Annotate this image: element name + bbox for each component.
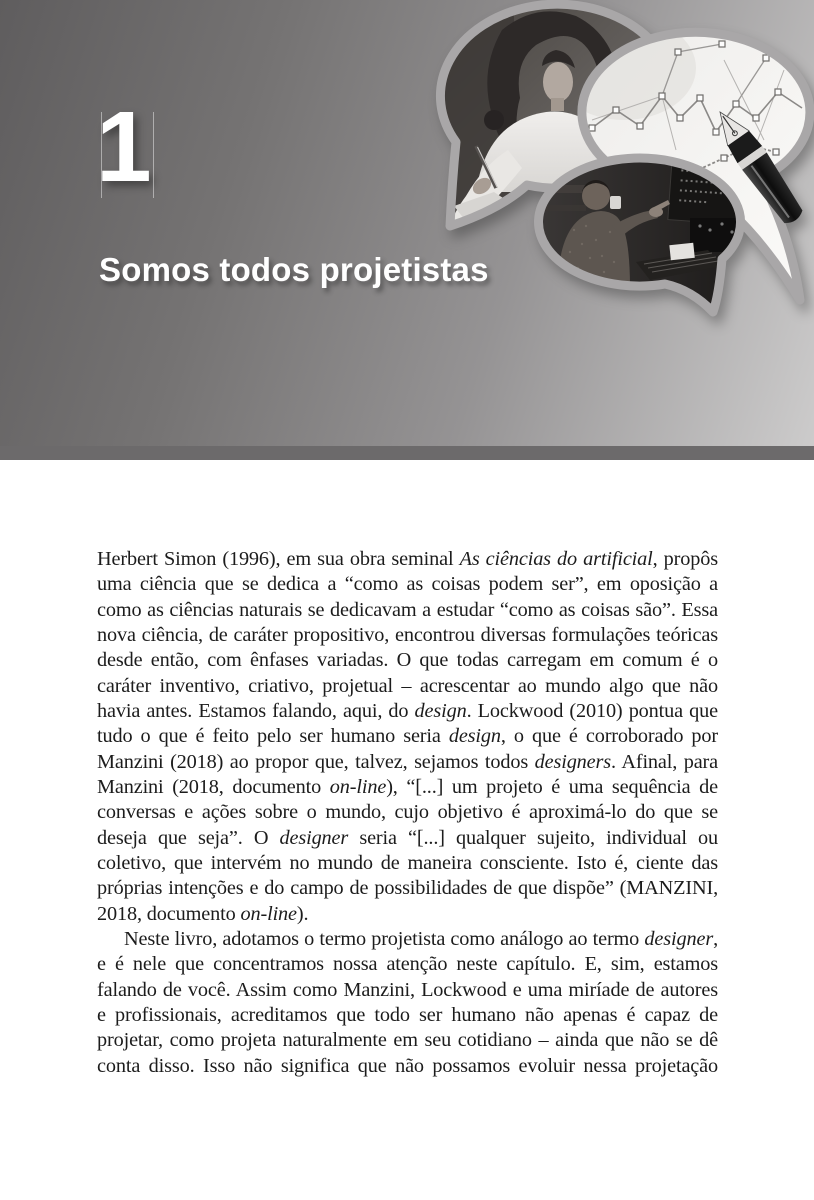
chapter-number: 1: [96, 91, 152, 203]
paragraph: Herbert Simon (1996), em sua obra seminal As ciências do artificial, propôs uma ciência que se dedica a “como as coisas podem ser”, em oposição a como as ciências naturais se dedicavam a estudar “como as coisas são”. Essa nova ciência, de caráter propositivo, encontrou diversas formulações teóricas desde então, com ênfases variadas. O que todas carregam em comum é o caráter inventivo, criativo, projetual – acrescentar ao mundo algo que não havia antes. Estamos falando, aqui, do design. Lockwood (2010) pontua que tudo o que é feito pelo ser humano seria design, o que é corroborado por Manzini (2018) ao propor que, talvez, sejamos todos designers. Afinal, para Manzini (2018, documento on-line), “[...] um projeto é uma sequência de conversas e ações sobre o mundo, cujo objetivo é aproximá-lo do que se deseja que seja”. O designer seria “[...] qualquer sujeito, individual ou coletivo, que intervém no mundo de maneira consciente. Isto é, ciente das próprias intenções e do campo de possibilidades de que dispõe” (MANZINI, 2018, documento on-line).: [97, 548, 719, 925]
chapter-banner: [0, 0, 814, 460]
man-pointing-at-screen-photo: [538, 156, 742, 312]
notepad: [669, 243, 694, 260]
chapter-number-rule-right: [153, 112, 154, 198]
woman-face: [543, 62, 573, 102]
paragraph: Neste livro, adotamos o termo projetista como análogo ao termo designer, e é nele que concentramos nossa atenção neste capítulo. E, sim, estamos falando de você. Assim como Manzini, Lockwood e uma miríade de autores e profissionais, acreditamos que todo ser humano não apenas é capaz de projetar, como projeta naturalmente em seu cotidiano – ainda que não se dê conta disso. Isso não significa que não possamos evoluir nessa projetação: [97, 927, 718, 1077]
banner-bottom-strip: [0, 446, 814, 460]
chapter-title: Somos todos projetistas: [99, 251, 489, 289]
body-text: [97, 547, 718, 1079]
coffee-cup: [610, 196, 621, 209]
speech-bubbles-illustration: [424, 0, 814, 330]
